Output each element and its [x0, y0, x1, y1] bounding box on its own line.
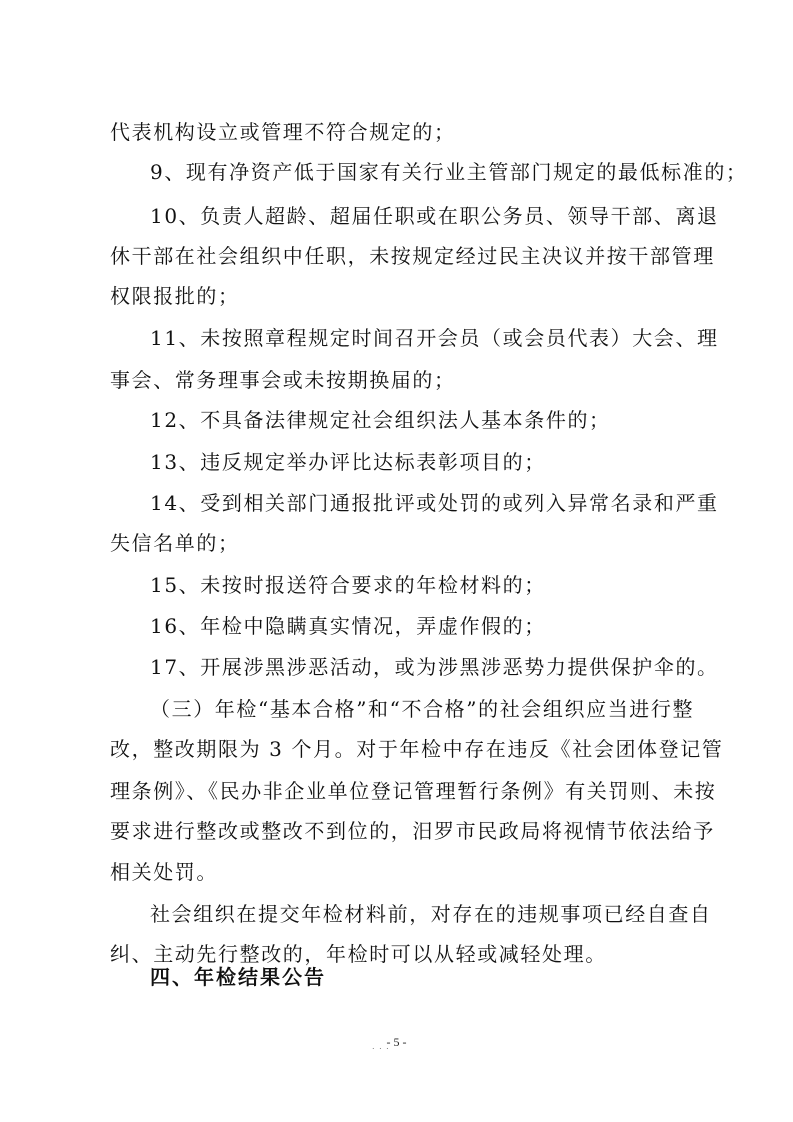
body-line: 权限报批的；	[110, 284, 240, 308]
list-item-14: 14、受到相关部门通报批评或处罚的或列入异常名录和严重	[150, 491, 719, 515]
body-line: 纠、主动先行整改的，年检时可以从轻或减轻处理。	[110, 942, 607, 966]
list-item-10: 10、负责人超龄、超届任职或在职公务员、领导干部、离退	[150, 204, 719, 228]
list-item-16: 16、年检中隐瞒真实情况，弄虚作假的；	[150, 614, 546, 638]
list-item-15: 15、未按时报送符合要求的年检材料的；	[150, 573, 546, 597]
body-line: 要求进行整改或整改不到位的，汨罗市民政局将视情节依法给予	[110, 819, 715, 843]
body-line: 理条例》、《民办非企业单位登记管理暂行条例》有关罚则、未按	[110, 779, 717, 803]
paragraph-self-check: 社会组织在提交年检材料前，对存在的违规事项已经自查自	[150, 902, 712, 926]
body-line: 休干部在社会组织中任职，未按规定经过民主决议并按干部管理	[110, 244, 715, 268]
list-item-9: 9、现有净资产低于国家有关行业主管部门规定的最低标准的；	[150, 160, 748, 184]
body-line: 相关处罚。	[110, 860, 218, 884]
page-number: - 5 -	[386, 1035, 407, 1049]
body-line: 改，整改期限为 3 个月。对于年检中存在违反《社会团体登记管	[110, 737, 724, 761]
list-item-17: 17、开展涉黑涉恶活动，或为涉黑涉恶势力提供保护伞的。	[150, 655, 719, 679]
section-heading: 四、年检结果公告	[150, 965, 326, 989]
list-item-13: 13、违反规定举办评比达标表彰项目的；	[150, 450, 546, 474]
body-line: 失信名单的；	[110, 531, 240, 555]
list-item-12: 12、不具备法律规定社会组织法人基本条件的；	[150, 408, 611, 432]
paragraph-rectification: （三）年检“基本合格”和“不合格”的社会组织应当进行整	[150, 697, 695, 721]
body-line: 事会、常务理事会或未按期换届的；	[110, 368, 456, 392]
scan-artifact: . . .	[372, 1042, 390, 1051]
body-line: 代表机构设立或管理不符合规定的；	[110, 120, 456, 144]
list-item-11: 11、未按照章程规定时间召开会员（或会员代表）大会、理	[150, 326, 719, 350]
